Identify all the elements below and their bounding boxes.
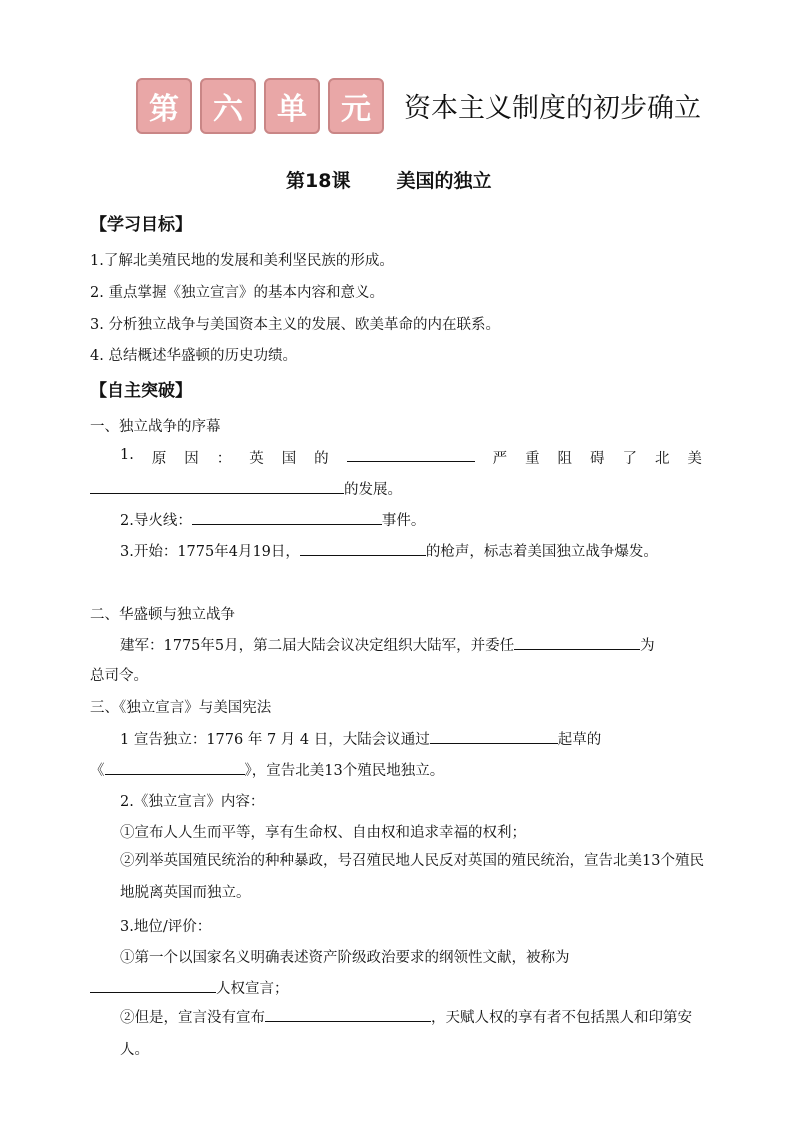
cause-char: 英	[249, 451, 264, 467]
army-line	[120, 634, 655, 655]
start-line	[120, 540, 658, 561]
status-label: 3.地位/评价：	[120, 919, 212, 935]
cause-char: 的	[314, 451, 329, 467]
status-2-end: ，天赋人权的享有者不包括黑人和印第安人。	[120, 1010, 692, 1058]
declaration-mid: 起草的	[557, 732, 602, 748]
lesson-name: 美国的独立	[396, 170, 492, 192]
army-end: 总司令。	[90, 668, 148, 684]
start-end: 的枪声，标志着美国独立战争爆发。	[425, 544, 658, 560]
content-item-text: ②列举英国殖民统治的种种暴政，号召殖民地人民反对英国的殖民统治，宣告北美13个殖民地脱离英国而独立。	[120, 853, 704, 901]
declaration-line-2	[90, 759, 444, 780]
objective-item: 4. 总结概述华盛顿的历史功绩。	[90, 348, 297, 364]
fuse-end: 事件。	[381, 513, 426, 529]
cause-char: 因	[184, 451, 199, 467]
fill-blank[interactable]	[90, 978, 216, 993]
content-item	[90, 845, 704, 909]
status-item	[90, 1002, 704, 1066]
status-2-start: ②但是，宣言没有宣布	[120, 1010, 265, 1026]
fill-blank[interactable]	[300, 541, 426, 556]
cause-end: 的发展。	[344, 482, 402, 498]
unit-char-box: 元	[328, 78, 384, 134]
cause-char: 重	[525, 451, 540, 467]
status-item: ①第一个以国家名义明确表述资产阶级政治要求的纲领性文献，被称为	[120, 950, 570, 966]
fill-blank[interactable]	[265, 1007, 431, 1022]
content-label: 2.《独立宣言》内容：	[120, 794, 265, 810]
content-item: ①宣布人人生而平等，享有生命权、自由权和追求幸福的权利；	[120, 825, 526, 841]
unit-char-box: 第	[136, 78, 192, 134]
unit-char-box: 单	[264, 78, 320, 134]
objectives-heading: 【学习目标】	[90, 215, 192, 235]
declaration-end: 》，宣告北美13个殖民地独立。	[244, 763, 445, 779]
section-title: 一、独立战争的序幕	[90, 419, 221, 435]
fill-blank[interactable]	[192, 510, 382, 525]
fill-blank[interactable]	[430, 729, 558, 744]
declaration-open: 《	[90, 763, 105, 779]
cause-char: 原	[151, 451, 167, 467]
cause-char: 北	[654, 451, 670, 467]
cause-char: 了	[622, 451, 637, 467]
fuse-label: 2.导火线：	[120, 513, 192, 529]
objective-item: 2. 重点掌握《独立宣言》的基本内容和意义。	[90, 285, 384, 301]
cause-char: 1.	[120, 447, 134, 463]
section-title: 二、华盛顿与独立战争	[90, 607, 235, 623]
cause-char: ：	[216, 451, 232, 467]
status-1-end: 人权宣言；	[216, 981, 289, 997]
declaration-line	[120, 728, 601, 749]
cause-char: 国	[281, 451, 297, 467]
cause-char: 碍	[590, 451, 605, 467]
unit-char-box: 六	[200, 78, 256, 134]
cause-line	[120, 447, 702, 468]
declaration-start: 1 宣告独立：1776 年 7 月 4 日，大陆会议通过	[120, 732, 430, 748]
cause-line-2	[90, 478, 402, 499]
fill-blank[interactable]	[347, 447, 475, 462]
fill-blank[interactable]	[105, 760, 245, 775]
start-label: 3.开始：1775年4月19日，	[120, 544, 300, 560]
breakthrough-heading: 【自主突破】	[90, 381, 192, 401]
army-text: 建军：1775年5月，第二届大陆会议决定组织大陆军，并委任	[120, 638, 515, 654]
cause-char: 严	[492, 451, 508, 467]
objective-item: 3. 分析独立战争与美国资本主义的发展、欧美革命的内在联系。	[90, 317, 500, 333]
cause-char: 美	[687, 451, 702, 467]
army-tail: 为	[640, 638, 655, 654]
status-2-text	[90, 1002, 704, 1066]
lesson-title	[286, 166, 491, 193]
status-item-2	[90, 977, 289, 998]
fill-blank[interactable]	[514, 635, 640, 650]
objective-item: 1.了解北美殖民地的发展和美利坚民族的形成。	[90, 253, 394, 269]
section-title: 三、《独立宣言》与美国宪法	[90, 700, 272, 716]
fuse-line	[120, 509, 425, 530]
fill-blank[interactable]	[90, 479, 344, 494]
lesson-number: 第18课	[286, 170, 351, 192]
unit-title: 资本主义制度的初步确立	[404, 93, 701, 124]
cause-char: 阻	[557, 451, 573, 467]
